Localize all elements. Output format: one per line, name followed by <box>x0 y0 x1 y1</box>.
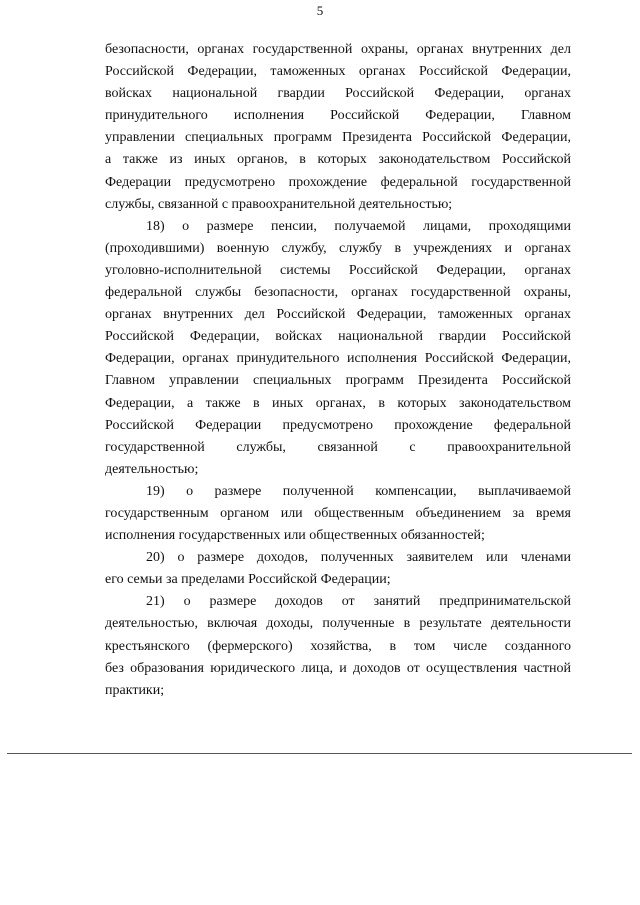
text-line: службы, связанной с правоохранительной деятельностью; <box>105 196 453 212</box>
text-line: а также из иных органов, в которых законодательством Российской <box>105 152 571 168</box>
text-line: 19) о размере полученной компенсации, выплачиваемой <box>146 483 571 499</box>
text-line: Российской Федерации, таможенных органах Российской Федерации, <box>105 64 571 80</box>
text-line: Российской Федерации предусмотрено прохождение федеральной <box>105 417 571 433</box>
text-line: практики; <box>105 682 165 698</box>
list-item-18 <box>105 216 571 481</box>
text-line: принудительного исполнения Российской Федерации, Главном <box>105 108 571 124</box>
text-line: Федерации предусмотрено прохождение федеральной государственной <box>105 174 571 190</box>
text-line: его семьи за пределами Российской Федерации; <box>105 572 391 588</box>
text-line: безопасности, органах государственной охраны, органах внутренних дел <box>105 42 571 57</box>
text-line: Российской Федерации, войсках национальной гвардии Российской <box>105 329 571 345</box>
text-line: деятельностью, включая доходы, полученные в результате деятельности <box>105 616 571 632</box>
paragraph-continuation <box>105 39 571 216</box>
text-line: 20) о размере доходов, полученных заявителем или членами <box>146 550 571 566</box>
page-number: 5 <box>316 3 324 18</box>
text-line: крестьянского (фермерского) хозяйства, в том числе созданного <box>105 638 571 654</box>
text-line: деятельностью; <box>105 461 199 477</box>
footer-divider <box>7 753 632 754</box>
list-item-20 <box>105 547 571 591</box>
text-line: исполнения государственных или общественных обязанностей; <box>105 528 485 544</box>
text-line: органах внутренних дел Российской Федерации, таможенных органах <box>105 307 571 323</box>
list-item-19 <box>105 481 571 547</box>
text-line: 21) о размере доходов от занятий предпринимательской <box>146 594 571 610</box>
text-line: уголовно-исполнительной системы Российской Федерации, органах <box>105 262 571 278</box>
text-line: государственной службы, связанной с правоохранительной <box>105 439 571 455</box>
text-line: Главном управлении специальных программ Президента Российской <box>105 373 571 389</box>
text-line: управлении специальных программ Президента Российской Федерации, <box>105 130 571 146</box>
text-line: Федерации, органах принудительного исполнения Российской Федерации, <box>105 351 571 367</box>
list-item-21 <box>105 591 571 701</box>
text-line: войсках национальной гвардии Российской Федерации, органах <box>105 86 571 102</box>
text-line: государственным органом или общественным объединением за время <box>105 505 571 521</box>
text-line: (проходившими) военную службу, службу в учреждениях и органах <box>105 240 571 256</box>
text-line: федеральной службы безопасности, органах государственной охраны, <box>105 285 571 301</box>
text-line: без образования юридического лица, и доходов от осуществления частной <box>105 660 571 676</box>
text-line: 18) о размере пенсии, получаемой лицами, проходящими <box>146 218 571 234</box>
document-body <box>105 39 571 702</box>
text-line: Федерации, а также в иных органах, в которых законодательством <box>105 395 571 411</box>
